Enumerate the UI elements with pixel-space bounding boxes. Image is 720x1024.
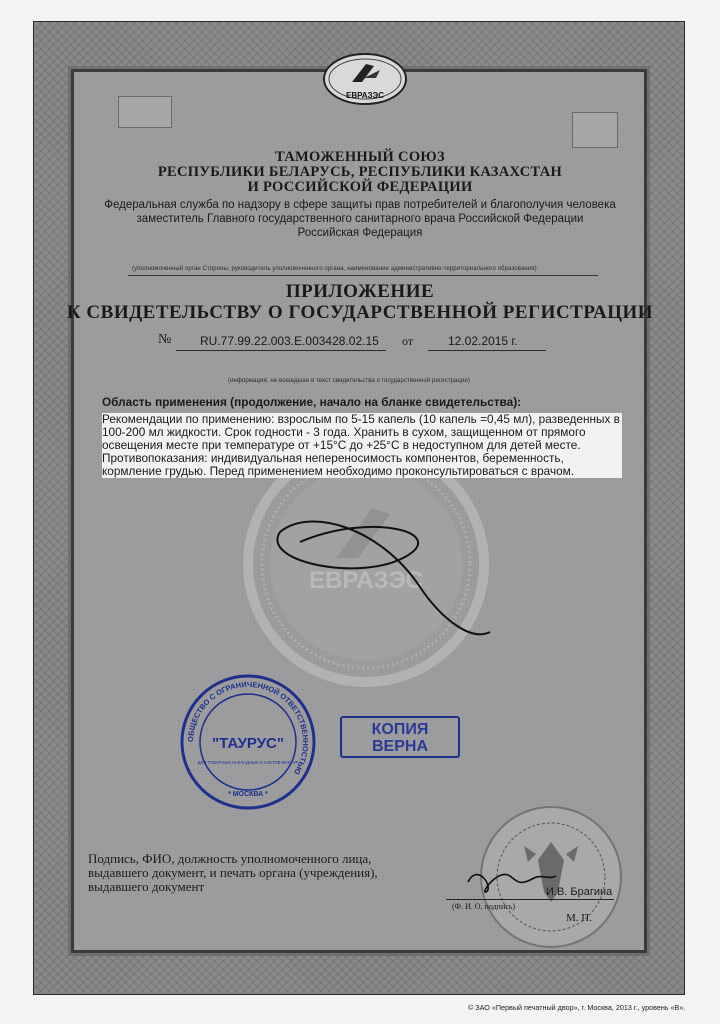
header-fineprint: (уполномоченный орган Стороны, руководитель уполномоченного органа, наименование административно-территориального образования) bbox=[132, 266, 537, 272]
date-label: от bbox=[402, 334, 414, 348]
copy-certified-stamp bbox=[340, 716, 460, 758]
header-line-2: РЕСПУБЛИКИ БЕЛАРУСЬ, РЕСПУБЛИКИ КАЗАХСТАН bbox=[157, 164, 563, 180]
number-underline bbox=[176, 350, 386, 351]
copy-stamp-line-2: ВЕРНА bbox=[371, 738, 428, 755]
header-line-3: И РОССИЙСКОЙ ФЕДЕРАЦИИ bbox=[247, 179, 473, 195]
application-area bbox=[102, 396, 622, 478]
signature-stroke bbox=[240, 502, 500, 652]
signer-name: И.В. Брагина bbox=[546, 886, 613, 898]
header-divider bbox=[128, 275, 598, 276]
registration-fineprint: (информация, не вошедшая в текст свидетельства о государственной регистрации) bbox=[228, 378, 470, 384]
registration-date: 12.02.2015 г. bbox=[448, 334, 518, 348]
corner-mark-right bbox=[572, 112, 618, 148]
stamp-small-text: ДЛЯ ТОВАРНЫХ НАКЛАДНЫХ И СЧЕТОВ-ФАКТУР bbox=[197, 760, 299, 765]
title-line-1: ПРИЛОЖЕНИЕ bbox=[285, 281, 435, 302]
signer-signature bbox=[460, 858, 560, 898]
emblem-label: ЕВРАЗЭС bbox=[345, 91, 385, 100]
header-sub-1: Федеральная служба по надзору в сфере защиты прав потребителей и благополучия человека bbox=[104, 199, 616, 211]
date-underline bbox=[428, 350, 546, 351]
header-sub-3: Российская Федерация bbox=[297, 227, 423, 239]
signature-line bbox=[446, 899, 614, 900]
corner-mark-left bbox=[118, 96, 172, 128]
printer-footer: © ЗАО «Первый печатный двор», г. Москва, 2013 г., уровень «В». bbox=[468, 1003, 686, 1012]
application-heading: Область применения (продолжение, начало на бланке свидетельства): bbox=[102, 395, 522, 409]
stamp-ring-text: ОБЩЕСТВО С ОГРАНИЧЕННОЙ ОТВЕТСТВЕННОСТЬЮ bbox=[185, 679, 311, 777]
fio-note: (Ф. И. О. подпись) bbox=[452, 902, 516, 911]
application-text: Рекомендации по применению: взрослым по 5-15 капель (10 капель =0,45 мл), разведенных в 100-200 мл жидкости. Срок годности - 3 года. Хранить в сухом, защищенном от прямого освещения месте при температуре от +15°С до +25°С в недоступном для детей месте. Противопоказания: индивидуальная непереносимость компонентов, беременность, кормление грудью. Перед применением необходимо проконсультироваться с врачом. bbox=[102, 413, 622, 478]
header-sub-2: заместитель Главного государственного санитарного врача Российской Федерации bbox=[136, 213, 584, 225]
registration-number: RU.77.99.22.003.E.003428.02.15 bbox=[200, 334, 379, 348]
copy-stamp-line-1: КОПИЯ bbox=[371, 721, 429, 738]
watermark-label: ЕВРАЗЭС bbox=[308, 567, 424, 594]
number-label: № bbox=[158, 332, 172, 347]
company-stamp bbox=[178, 672, 318, 812]
stamp-city: * МОСКВА * bbox=[228, 791, 268, 798]
signature-block-label: Подпись, ФИО, должность уполномоченного лица, выдавшего документ, и печать органа (учреждения), выдавшего документ bbox=[88, 851, 378, 894]
title-line-2: К СВИДЕТЕЛЬСТВУ О ГОСУДАРСТВЕННОЙ РЕГИСТРАЦИИ bbox=[66, 302, 654, 323]
stamp-company-name: "ТАУРУС" bbox=[211, 735, 285, 752]
header-line-1: ТАМОЖЕННЫЙ СОЮЗ bbox=[275, 149, 445, 165]
eurasec-emblem bbox=[322, 52, 408, 106]
seal-place-label: М. П. bbox=[566, 912, 592, 924]
